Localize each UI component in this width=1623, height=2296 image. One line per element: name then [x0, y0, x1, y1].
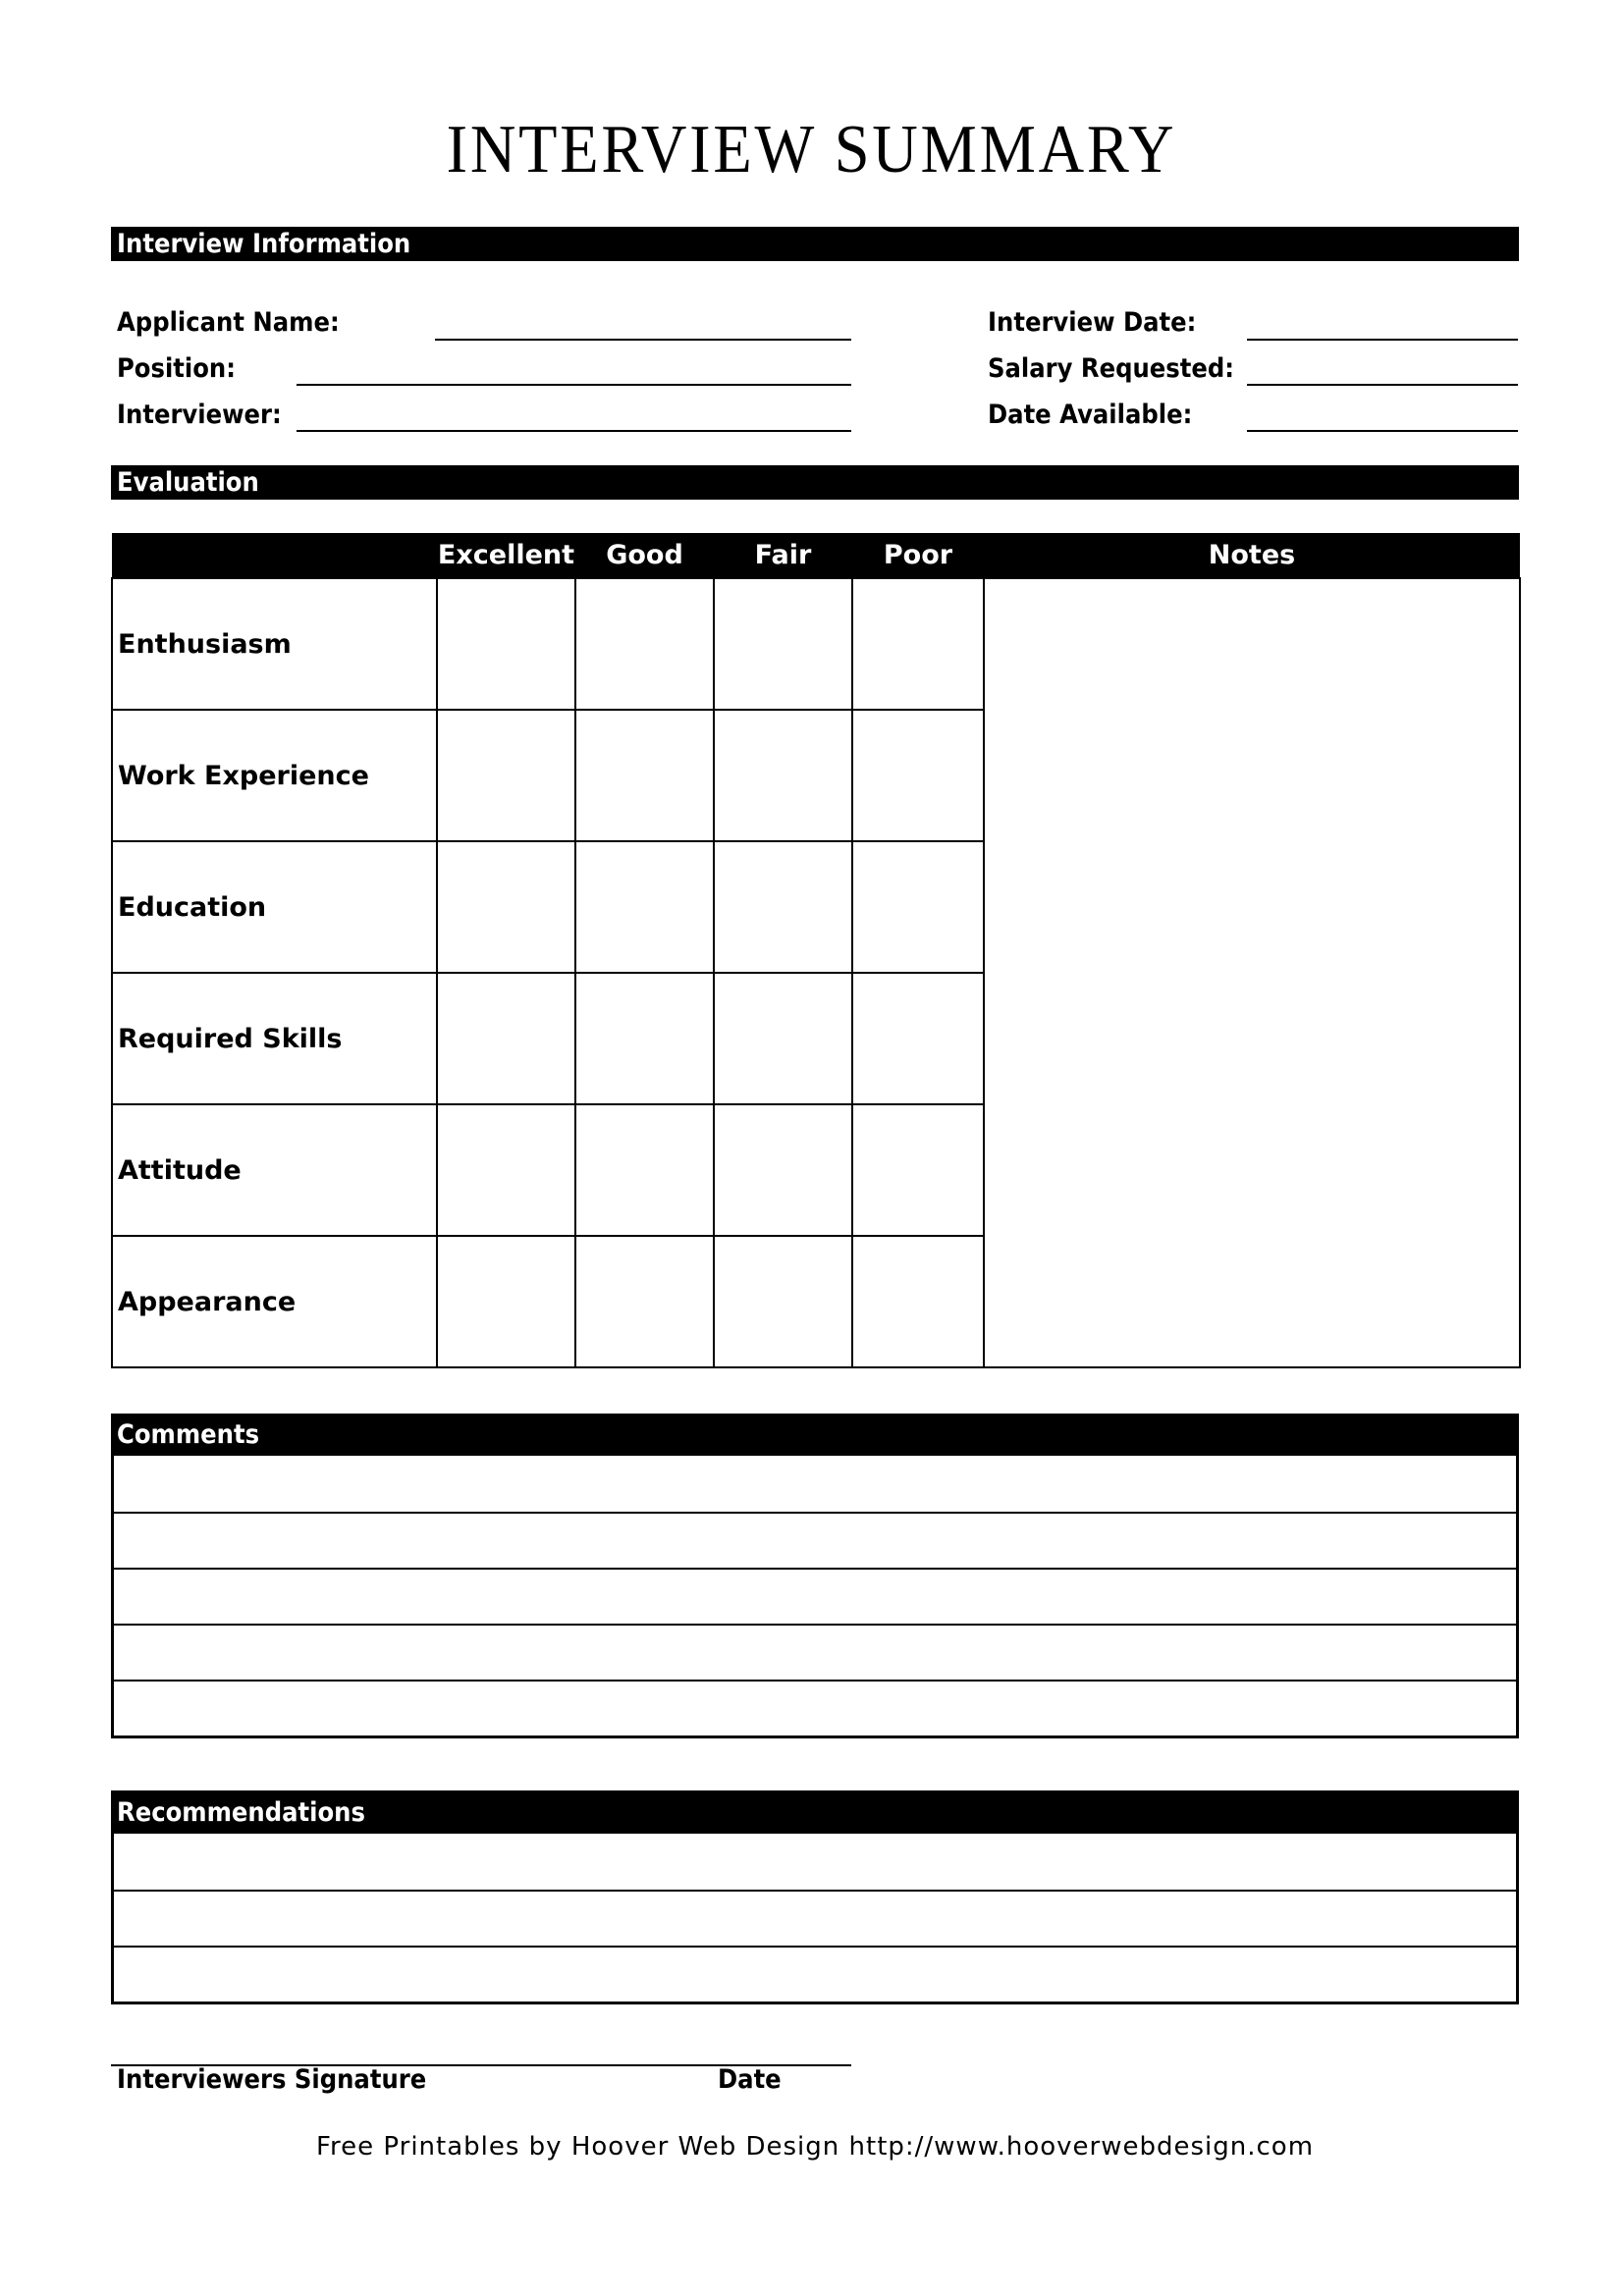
- section-heading: Comments: [117, 1419, 260, 1450]
- comments-lines: [111, 1456, 1519, 1738]
- notes-area[interactable]: [984, 578, 1520, 1367]
- excellent-column-header: Excellent: [437, 533, 575, 578]
- comment-line[interactable]: [114, 1512, 1516, 1568]
- position-field[interactable]: [297, 384, 851, 386]
- comment-line[interactable]: [114, 1680, 1516, 1735]
- rating-fair-cell[interactable]: [714, 973, 852, 1104]
- comment-line[interactable]: [114, 1624, 1516, 1680]
- rating-poor-cell[interactable]: [852, 578, 984, 710]
- evaluation-header-row: [112, 533, 1520, 578]
- section-heading: Evaluation: [117, 467, 259, 498]
- interviewer-field[interactable]: [297, 430, 851, 432]
- fair-column-header: Fair: [714, 533, 852, 578]
- rating-excellent-cell[interactable]: [437, 1236, 575, 1367]
- evaluation-table: [111, 533, 1521, 1368]
- applicant-name-label: Applicant Name:: [117, 307, 340, 338]
- rating-good-cell[interactable]: [575, 841, 714, 973]
- criterion-appearance: Appearance: [112, 1236, 437, 1367]
- rating-excellent-cell[interactable]: [437, 973, 575, 1104]
- rating-good-cell[interactable]: [575, 973, 714, 1104]
- rating-fair-cell[interactable]: [714, 578, 852, 710]
- criterion-enthusiasm: Enthusiasm: [112, 578, 437, 710]
- criterion-work-experience: Work Experience: [112, 710, 437, 841]
- salary-requested-field[interactable]: [1247, 384, 1518, 386]
- comment-line[interactable]: [114, 1568, 1516, 1624]
- section-header-recommendations: [111, 1790, 1519, 1834]
- criteria-column-header: [112, 533, 437, 578]
- position-label: Position:: [117, 353, 236, 384]
- good-column-header: Good: [575, 533, 714, 578]
- recommendation-line[interactable]: [114, 1890, 1516, 1946]
- criterion-education: Education: [112, 841, 437, 973]
- recommendation-line[interactable]: [114, 1946, 1516, 2002]
- rating-excellent-cell[interactable]: [437, 578, 575, 710]
- section-header-interview-information: [111, 227, 1519, 261]
- interview-date-field[interactable]: [1247, 339, 1518, 341]
- applicant-name-field[interactable]: [435, 339, 851, 341]
- interview-date-label: Interview Date:: [988, 307, 1197, 338]
- footer-credit: Free Printables by Hoover Web Design http://www.hooverwebdesign.com: [315, 2132, 1315, 2162]
- rating-fair-cell[interactable]: [714, 1104, 852, 1236]
- recommendation-line[interactable]: [114, 1834, 1516, 1890]
- criterion-required-skills: Required Skills: [112, 973, 437, 1104]
- page-title: INTERVIEW SUMMARY: [446, 112, 1177, 187]
- signature-date-label: Date: [718, 2064, 782, 2095]
- date-available-field[interactable]: [1247, 430, 1518, 432]
- section-heading: Interview Information: [117, 229, 411, 259]
- rating-poor-cell[interactable]: [852, 710, 984, 841]
- section-heading: Recommendations: [117, 1796, 365, 1828]
- rating-good-cell[interactable]: [575, 1104, 714, 1236]
- rating-poor-cell[interactable]: [852, 1104, 984, 1236]
- section-header-comments: [111, 1414, 1519, 1456]
- rating-poor-cell[interactable]: [852, 1236, 984, 1367]
- rating-excellent-cell[interactable]: [437, 1104, 575, 1236]
- table-row: [112, 578, 1520, 710]
- signature-label: Interviewers Signature: [117, 2064, 427, 2095]
- rating-fair-cell[interactable]: [714, 1236, 852, 1367]
- interviewer-label: Interviewer:: [117, 400, 282, 430]
- rating-poor-cell[interactable]: [852, 841, 984, 973]
- notes-column-header: Notes: [984, 533, 1520, 578]
- rating-good-cell[interactable]: [575, 710, 714, 841]
- recommendations-lines: [111, 1834, 1519, 2004]
- poor-column-header: Poor: [852, 533, 984, 578]
- comment-line[interactable]: [114, 1456, 1516, 1512]
- date-available-label: Date Available:: [988, 400, 1193, 430]
- rating-excellent-cell[interactable]: [437, 710, 575, 841]
- rating-poor-cell[interactable]: [852, 973, 984, 1104]
- section-header-evaluation: [111, 465, 1519, 500]
- rating-good-cell[interactable]: [575, 1236, 714, 1367]
- criterion-attitude: Attitude: [112, 1104, 437, 1236]
- salary-requested-label: Salary Requested:: [988, 353, 1234, 384]
- rating-good-cell[interactable]: [575, 578, 714, 710]
- rating-excellent-cell[interactable]: [437, 841, 575, 973]
- rating-fair-cell[interactable]: [714, 710, 852, 841]
- rating-fair-cell[interactable]: [714, 841, 852, 973]
